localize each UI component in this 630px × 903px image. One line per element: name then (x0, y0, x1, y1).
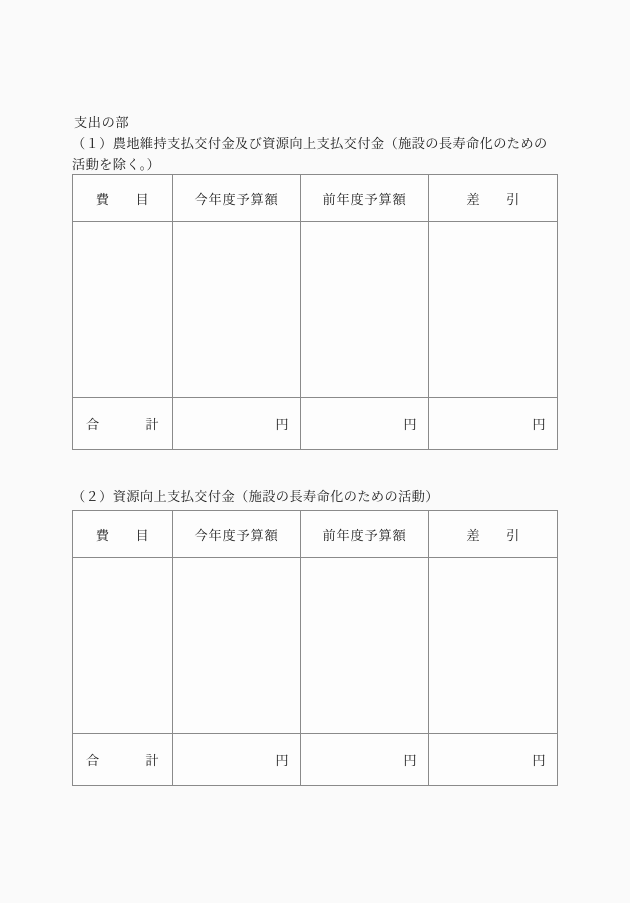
total-cell-previous-year[interactable] (301, 734, 429, 786)
header-cell-current-year (173, 175, 301, 222)
header-previous-year-label: 前年度予算額 (322, 527, 407, 543)
table-header-row (73, 175, 558, 222)
header-cell-previous-year (301, 511, 429, 558)
total-previous-year-unit: 円 (403, 753, 417, 768)
total-label-part-1: 合 (86, 417, 100, 432)
table-total-row (73, 398, 558, 450)
header-item-part-1: 費 (95, 527, 110, 543)
section-heading-1: （１）農地維持支払交付金及び資源向上支払交付金（施設の長寿命化のための活動を除く。） (72, 136, 548, 172)
body-cell-current-year[interactable] (173, 558, 301, 734)
body-cell-difference[interactable] (429, 222, 558, 398)
total-current-year-unit: 円 (275, 753, 289, 768)
total-label-part-1: 合 (86, 753, 100, 768)
header-current-year-label: 今年度予算額 (194, 191, 279, 207)
header-difference-part-1: 差 (466, 191, 480, 207)
total-current-year-unit: 円 (275, 417, 289, 432)
total-difference-unit: 円 (532, 753, 546, 768)
header-difference-part-1: 差 (466, 527, 480, 543)
header-cell-item (73, 511, 173, 558)
total-cell-current-year[interactable] (173, 398, 301, 450)
total-difference-unit: 円 (532, 417, 546, 432)
header-current-year-label: 今年度予算額 (194, 527, 279, 543)
body-cell-current-year[interactable] (173, 222, 301, 398)
total-cell-previous-year[interactable] (301, 398, 429, 450)
header-item-part-1: 費 (95, 191, 110, 207)
table-row (73, 558, 558, 734)
header-cell-difference (429, 511, 558, 558)
body-cell-previous-year[interactable] (301, 222, 429, 398)
header-previous-year-label: 前年度予算額 (322, 191, 407, 207)
section-heading-2: （２）資源向上支払交付金（施設の長寿命化のための活動） (72, 489, 439, 504)
header-cell-item (73, 175, 173, 222)
header-item-part-2: 目 (135, 527, 150, 543)
body-cell-previous-year[interactable] (301, 558, 429, 734)
total-cell-difference[interactable] (429, 398, 558, 450)
total-label-part-2: 計 (145, 753, 159, 768)
table-row (73, 222, 558, 398)
table-header-row (73, 511, 558, 558)
header-cell-difference (429, 175, 558, 222)
body-cell-item[interactable] (73, 558, 173, 734)
budget-table-1 (72, 174, 558, 450)
table-total-row (73, 734, 558, 786)
body-cell-item[interactable] (73, 222, 173, 398)
total-cell-difference[interactable] (429, 734, 558, 786)
header-difference-part-2: 引 (506, 191, 520, 207)
page-title: 支出の部 (74, 115, 130, 130)
header-cell-previous-year (301, 175, 429, 222)
header-item-part-2: 目 (135, 191, 150, 207)
total-cell-label (73, 734, 173, 786)
body-cell-difference[interactable] (429, 558, 558, 734)
total-cell-label (73, 398, 173, 450)
total-label-part-2: 計 (145, 417, 159, 432)
budget-table-2 (72, 510, 558, 786)
header-cell-current-year (173, 511, 301, 558)
total-cell-current-year[interactable] (173, 734, 301, 786)
total-previous-year-unit: 円 (403, 417, 417, 432)
header-difference-part-2: 引 (506, 527, 520, 543)
